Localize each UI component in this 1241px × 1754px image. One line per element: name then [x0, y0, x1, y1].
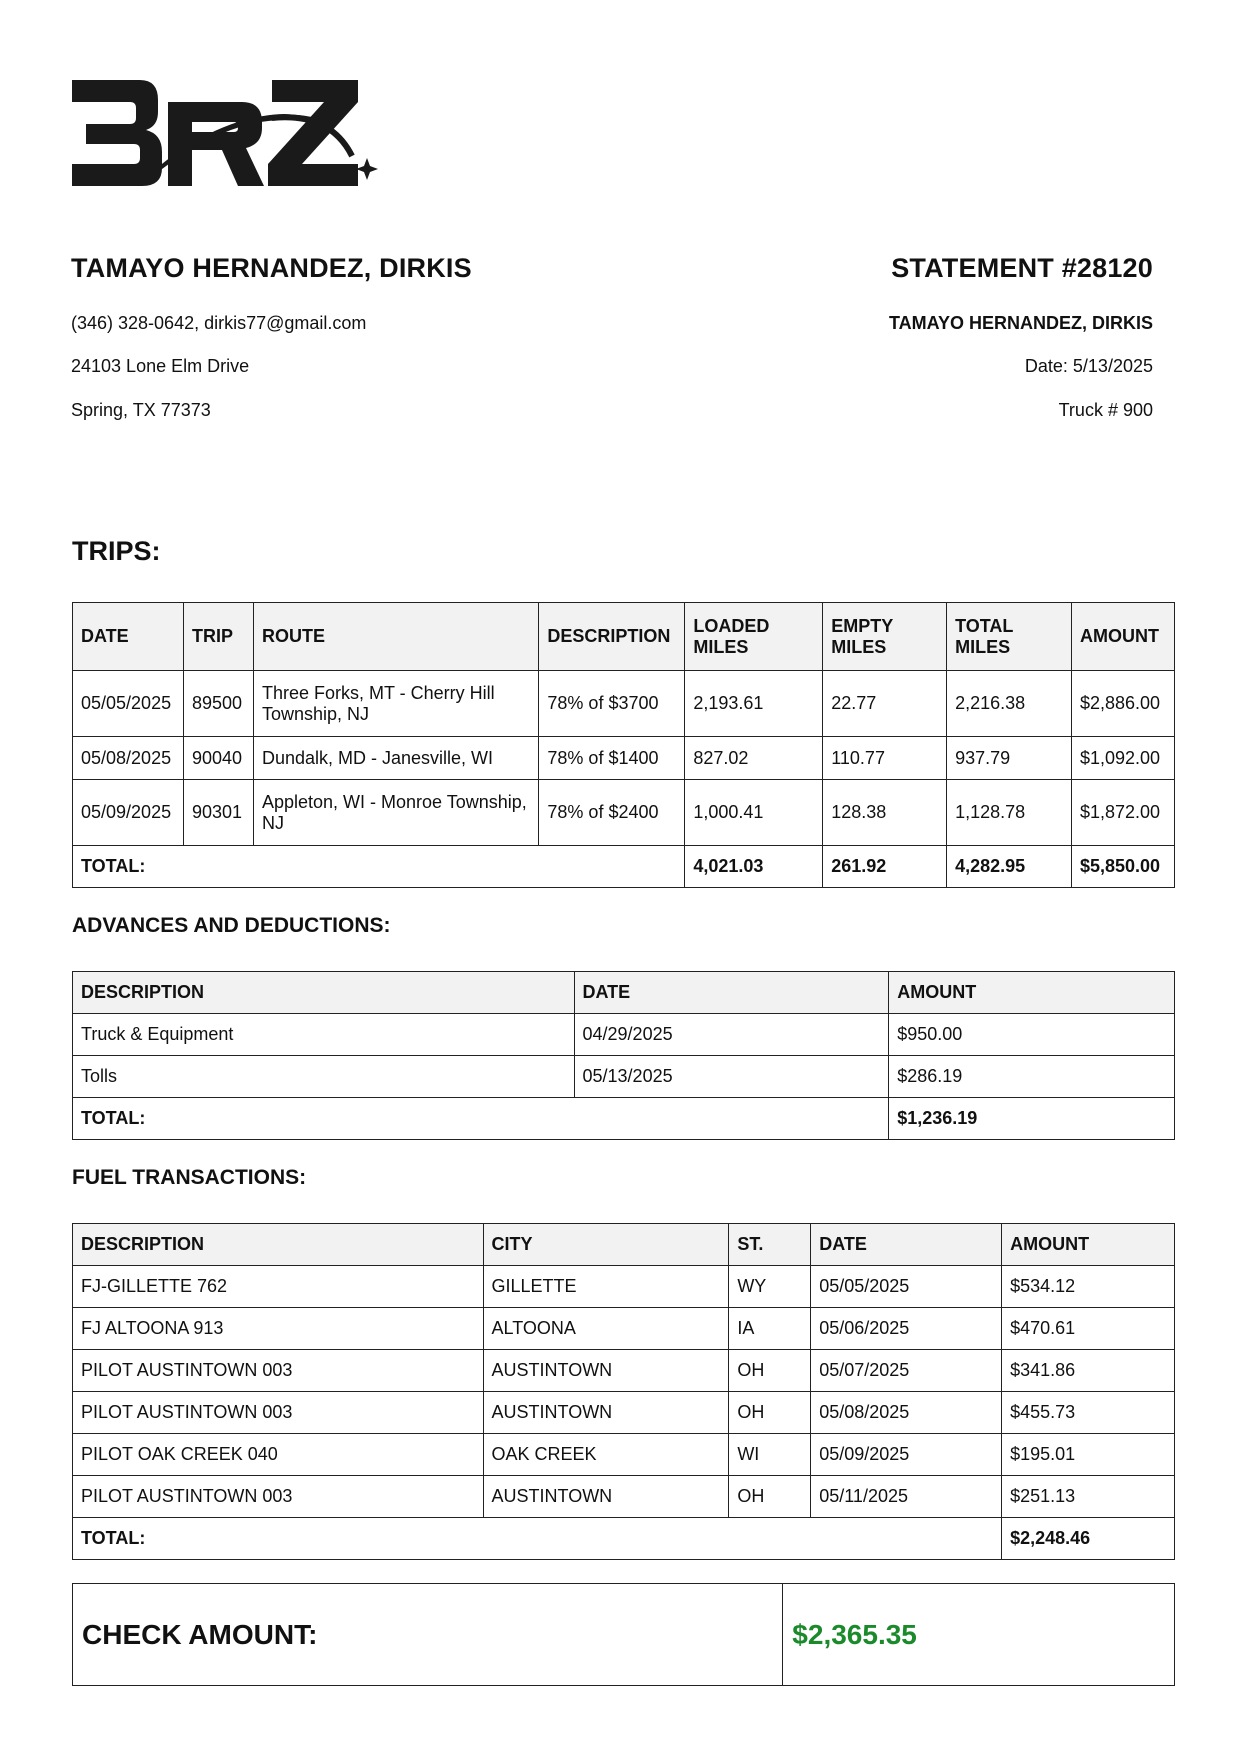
deduction-amount: $950.00 — [889, 1014, 1175, 1056]
fuel-description: PILOT OAK CREEK 040 — [73, 1434, 484, 1476]
trips-col-date: DATE — [73, 603, 184, 671]
driver-address-line2: Spring, TX 77373 — [71, 400, 211, 420]
fuel-date: 05/08/2025 — [811, 1392, 1002, 1434]
fuel-title: FUEL TRANSACTIONS: — [72, 1166, 307, 1189]
fuel-description: FJ ALTOONA 913 — [73, 1308, 484, 1350]
deductions-table — [72, 971, 1175, 1140]
fuel-date: 05/05/2025 — [811, 1266, 1002, 1308]
fuel-description: FJ-GILLETTE 762 — [73, 1266, 484, 1308]
table-row — [73, 1392, 1175, 1434]
fuel-header-row — [73, 1224, 1175, 1266]
fuel-col-description: DESCRIPTION — [73, 1224, 484, 1266]
check-amount-label: CHECK AMOUNT: — [73, 1584, 783, 1686]
check-amount-row — [73, 1584, 1175, 1686]
trips-total-row — [73, 846, 1175, 888]
fuel-amount: $195.01 — [1002, 1434, 1175, 1476]
fuel-description: PILOT AUSTINTOWN 003 — [73, 1350, 484, 1392]
fuel-state: OH — [729, 1350, 811, 1392]
statement-truck: Truck # 900 — [1058, 400, 1153, 420]
trip-description: 78% of $1400 — [539, 737, 685, 780]
fuel-amount: $341.86 — [1002, 1350, 1175, 1392]
fuel-state: OH — [729, 1476, 811, 1518]
table-row — [73, 1350, 1175, 1392]
trips-header-row — [73, 603, 1175, 671]
trip-number: 89500 — [183, 671, 253, 737]
trips-table — [72, 602, 1175, 888]
table-row — [73, 780, 1175, 846]
trip-empty-miles: 110.77 — [823, 737, 947, 780]
deduction-date: 05/13/2025 — [574, 1056, 889, 1098]
table-row — [73, 1476, 1175, 1518]
fuel-total-amount: $2,248.46 — [1002, 1518, 1175, 1560]
fuel-date: 05/07/2025 — [811, 1350, 1002, 1392]
fuel-col-amount: AMOUNT — [1002, 1224, 1175, 1266]
table-row — [73, 1434, 1175, 1476]
trip-number: 90040 — [183, 737, 253, 780]
fuel-city: GILLETTE — [483, 1266, 729, 1308]
fuel-city: ALTOONA — [483, 1308, 729, 1350]
trip-total-miles: 2,216.38 — [947, 671, 1072, 737]
trips-total-empty: 261.92 — [823, 846, 947, 888]
fuel-amount: $470.61 — [1002, 1308, 1175, 1350]
check-amount-value: $2,365.35 — [783, 1584, 1175, 1686]
driver-contact: (346) 328-0642, dirkis77@gmail.com — [71, 313, 367, 333]
trips-col-loaded-miles: LOADED MILES — [685, 603, 823, 671]
table-row — [73, 671, 1175, 737]
fuel-description: PILOT AUSTINTOWN 003 — [73, 1476, 484, 1518]
trips-total-label: TOTAL: — [73, 846, 685, 888]
fuel-state: WY — [729, 1266, 811, 1308]
deductions-total-label: TOTAL: — [73, 1098, 889, 1140]
trip-date: 05/08/2025 — [73, 737, 184, 780]
trip-loaded-miles: 827.02 — [685, 737, 823, 780]
trip-amount: $1,092.00 — [1071, 737, 1174, 780]
trips-total-loaded: 4,021.03 — [685, 846, 823, 888]
statement-driver-name: TAMAYO HERNANDEZ, DIRKIS — [888, 313, 1153, 333]
trip-total-miles: 1,128.78 — [947, 780, 1072, 846]
trip-route: Appleton, WI - Monroe Township, NJ — [253, 780, 538, 846]
trip-total-miles: 937.79 — [947, 737, 1072, 780]
trips-col-route: ROUTE — [253, 603, 538, 671]
company-logo — [72, 78, 382, 193]
trip-description: 78% of $3700 — [539, 671, 685, 737]
trip-amount: $1,872.00 — [1071, 780, 1174, 846]
deduction-amount: $286.19 — [889, 1056, 1175, 1098]
trip-empty-miles: 22.77 — [823, 671, 947, 737]
fuel-city: AUSTINTOWN — [483, 1476, 729, 1518]
trips-title: TRIPS: — [72, 536, 161, 566]
fuel-date: 05/09/2025 — [811, 1434, 1002, 1476]
table-row — [73, 737, 1175, 780]
trip-amount: $2,886.00 — [1071, 671, 1174, 737]
fuel-city: OAK CREEK — [483, 1434, 729, 1476]
trip-date: 05/05/2025 — [73, 671, 184, 737]
driver-address-line1: 24103 Lone Elm Drive — [71, 356, 250, 376]
trips-col-total-miles: TOTAL MILES — [947, 603, 1072, 671]
trips-col-description: DESCRIPTION — [539, 603, 685, 671]
fuel-col-state: ST. — [729, 1224, 811, 1266]
fuel-amount: $534.12 — [1002, 1266, 1175, 1308]
trip-empty-miles: 128.38 — [823, 780, 947, 846]
fuel-city: AUSTINTOWN — [483, 1392, 729, 1434]
fuel-amount: $251.13 — [1002, 1476, 1175, 1518]
fuel-date: 05/11/2025 — [811, 1476, 1002, 1518]
check-amount-table — [72, 1583, 1175, 1686]
fuel-city: AUSTINTOWN — [483, 1350, 729, 1392]
statement-date: Date: 5/13/2025 — [1024, 356, 1153, 376]
trips-col-amount: AMOUNT — [1071, 603, 1174, 671]
driver-name: TAMAYO HERNANDEZ, DIRKIS — [71, 253, 472, 283]
fuel-col-date: DATE — [811, 1224, 1002, 1266]
fuel-amount: $455.73 — [1002, 1392, 1175, 1434]
deductions-col-amount: AMOUNT — [889, 972, 1175, 1014]
table-row — [73, 1266, 1175, 1308]
deductions-total-row — [73, 1098, 1175, 1140]
table-row — [73, 1014, 1175, 1056]
trip-loaded-miles: 2,193.61 — [685, 671, 823, 737]
trip-date: 05/09/2025 — [73, 780, 184, 846]
deductions-col-date: DATE — [574, 972, 889, 1014]
fuel-description: PILOT AUSTINTOWN 003 — [73, 1392, 484, 1434]
statement-title: STATEMENT #28120 — [891, 253, 1153, 283]
brz-logo-icon — [72, 78, 382, 193]
trips-total-miles: 4,282.95 — [947, 846, 1072, 888]
deduction-date: 04/29/2025 — [574, 1014, 889, 1056]
trip-loaded-miles: 1,000.41 — [685, 780, 823, 846]
fuel-state: IA — [729, 1308, 811, 1350]
trips-col-empty-miles: EMPTY MILES — [823, 603, 947, 671]
fuel-col-city: CITY — [483, 1224, 729, 1266]
deductions-title: ADVANCES AND DEDUCTIONS: — [72, 914, 391, 937]
fuel-total-row — [73, 1518, 1175, 1560]
deductions-col-description: DESCRIPTION — [73, 972, 575, 1014]
trip-route: Three Forks, MT - Cherry Hill Township, NJ — [253, 671, 538, 737]
deductions-total-amount: $1,236.19 — [889, 1098, 1175, 1140]
trips-col-trip: TRIP — [183, 603, 253, 671]
fuel-date: 05/06/2025 — [811, 1308, 1002, 1350]
deductions-header-row — [73, 972, 1175, 1014]
table-row — [73, 1308, 1175, 1350]
trip-description: 78% of $2400 — [539, 780, 685, 846]
fuel-state: OH — [729, 1392, 811, 1434]
fuel-total-label: TOTAL: — [73, 1518, 1002, 1560]
trip-route: Dundalk, MD - Janesville, WI — [253, 737, 538, 780]
trips-total-amount: $5,850.00 — [1071, 846, 1174, 888]
trip-number: 90301 — [183, 780, 253, 846]
fuel-table — [72, 1223, 1175, 1560]
table-row — [73, 1056, 1175, 1098]
fuel-state: WI — [729, 1434, 811, 1476]
deduction-description: Truck & Equipment — [73, 1014, 575, 1056]
deduction-description: Tolls — [73, 1056, 575, 1098]
